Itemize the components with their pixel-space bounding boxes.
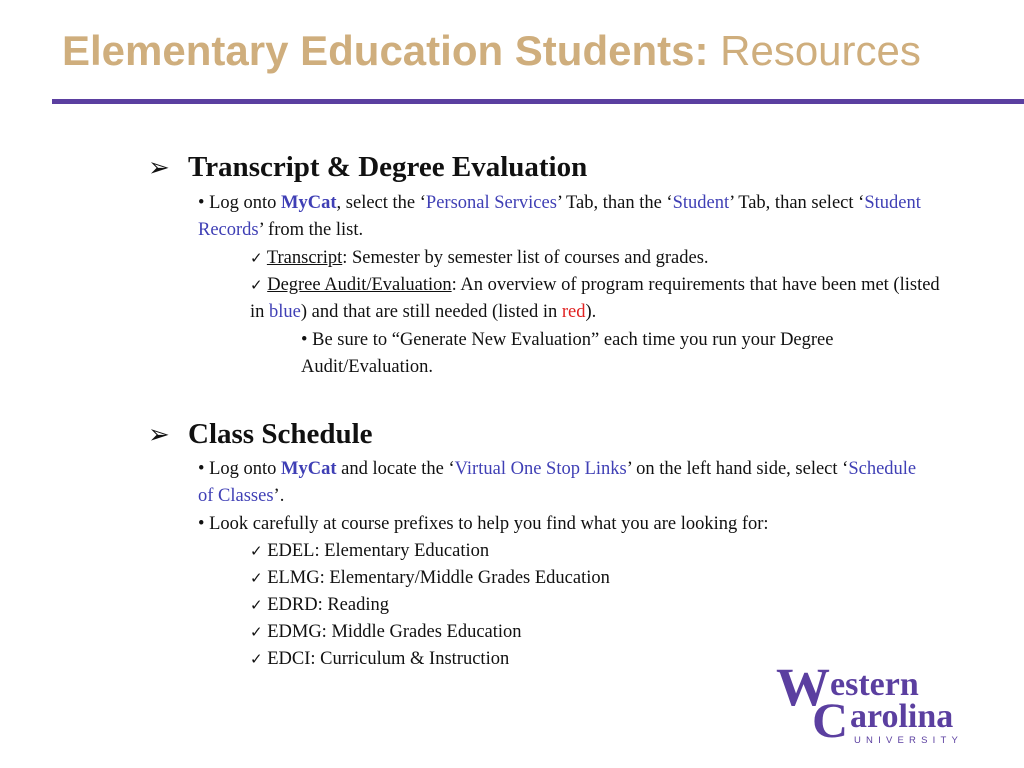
check-icon: ✓: [250, 596, 263, 614]
degree-audit-item: [250, 272, 950, 326]
logo-line2-text: arolina: [850, 698, 954, 735]
red-word: red: [561, 302, 586, 322]
text-fragment: and locate the ‘: [336, 459, 455, 479]
section-heading-text: Transcript & Degree Evaluation: [188, 151, 588, 183]
text-fragment: ’.: [273, 486, 285, 506]
text-fragment: ’ from the list.: [258, 220, 364, 240]
course-prefix-item: [250, 565, 610, 592]
arrow-bullet-icon: ➢: [148, 420, 170, 449]
arrow-bullet-icon: ➢: [148, 153, 170, 182]
section-heading-transcript: [148, 150, 587, 185]
schedule-of-classes-name: Schedule of Classes: [198, 459, 917, 506]
course-prefix-item: [250, 646, 509, 673]
transcript-description: : Semester by semester list of courses and grades.: [342, 248, 709, 268]
check-icon: ✓: [250, 650, 263, 668]
text-fragment: , select the ‘: [336, 193, 426, 213]
schedule-instructions-paragraph: [198, 456, 933, 510]
logo-w-letter: W: [776, 657, 830, 717]
virtual-one-stop-links-name: Virtual One Stop Links: [454, 459, 627, 479]
check-icon: ✓: [250, 276, 263, 294]
logo-line1-text: estern: [830, 666, 919, 703]
text-fragment: ’ on the left hand side, select ‘: [626, 459, 849, 479]
transcript-item: [250, 245, 950, 272]
personal-services-tab-name: Personal Services: [425, 193, 557, 213]
slide-title-bold: Elementary Education Students:: [62, 27, 709, 74]
degree-audit-label: Degree Audit/Evaluation: [267, 275, 452, 295]
course-prefix-item: [250, 538, 489, 565]
text-fragment: : An overview of program requirements that have been met (listed in: [250, 275, 940, 322]
course-prefix-item: [250, 619, 522, 646]
course-prefix-text: EDRD: Reading: [267, 595, 389, 615]
course-prefix-text: EDEL: Elementary Education: [267, 541, 490, 561]
course-prefix-intro: • Look carefully at course prefixes to help you find what you are looking for:: [198, 514, 769, 534]
text-fragment: ).: [585, 302, 597, 322]
text-fragment: ’ Tab, than the ‘: [556, 193, 673, 213]
check-icon: ✓: [250, 542, 263, 560]
transcript-label: Transcript: [266, 248, 343, 268]
text-fragment: ) and that are still needed (listed in: [300, 302, 562, 322]
mycat-instructions-paragraph: [198, 190, 933, 244]
mycat-link: MyCat: [281, 193, 337, 213]
check-icon: ✓: [250, 249, 263, 267]
western-carolina-university-logo: [774, 655, 982, 749]
text-fragment: • Log onto: [198, 459, 282, 479]
course-prefix-item: [250, 592, 389, 619]
section-heading-text: Class Schedule: [188, 418, 373, 450]
course-prefix-text: EDCI: Curriculum & Instruction: [267, 649, 510, 669]
mycat-link: MyCat: [281, 459, 337, 479]
text-fragment: ’ Tab, than select ‘: [729, 193, 865, 213]
slide-title-rest: Resources: [720, 27, 921, 74]
course-prefix-text: ELMG: Elementary/Middle Grades Education: [267, 568, 610, 588]
student-records-name: Student Records: [198, 193, 921, 240]
logo-c-letter: C: [812, 692, 849, 748]
check-icon: ✓: [250, 623, 263, 641]
course-prefix-text: EDMG: Middle Grades Education: [267, 622, 522, 642]
section-heading-class-schedule: [148, 417, 373, 452]
student-tab-name: Student: [672, 193, 730, 213]
text-fragment: • Log onto: [198, 193, 282, 213]
wcu-logo-graphic: [774, 655, 982, 749]
blue-word: blue: [269, 302, 301, 322]
check-icon: ✓: [250, 569, 263, 587]
logo-line3-text: UNIVERSITY: [854, 735, 964, 746]
generate-evaluation-note: • Be sure to “Generate New Evaluation” each time you run your Degree Audit/Evaluation.: [301, 330, 834, 377]
